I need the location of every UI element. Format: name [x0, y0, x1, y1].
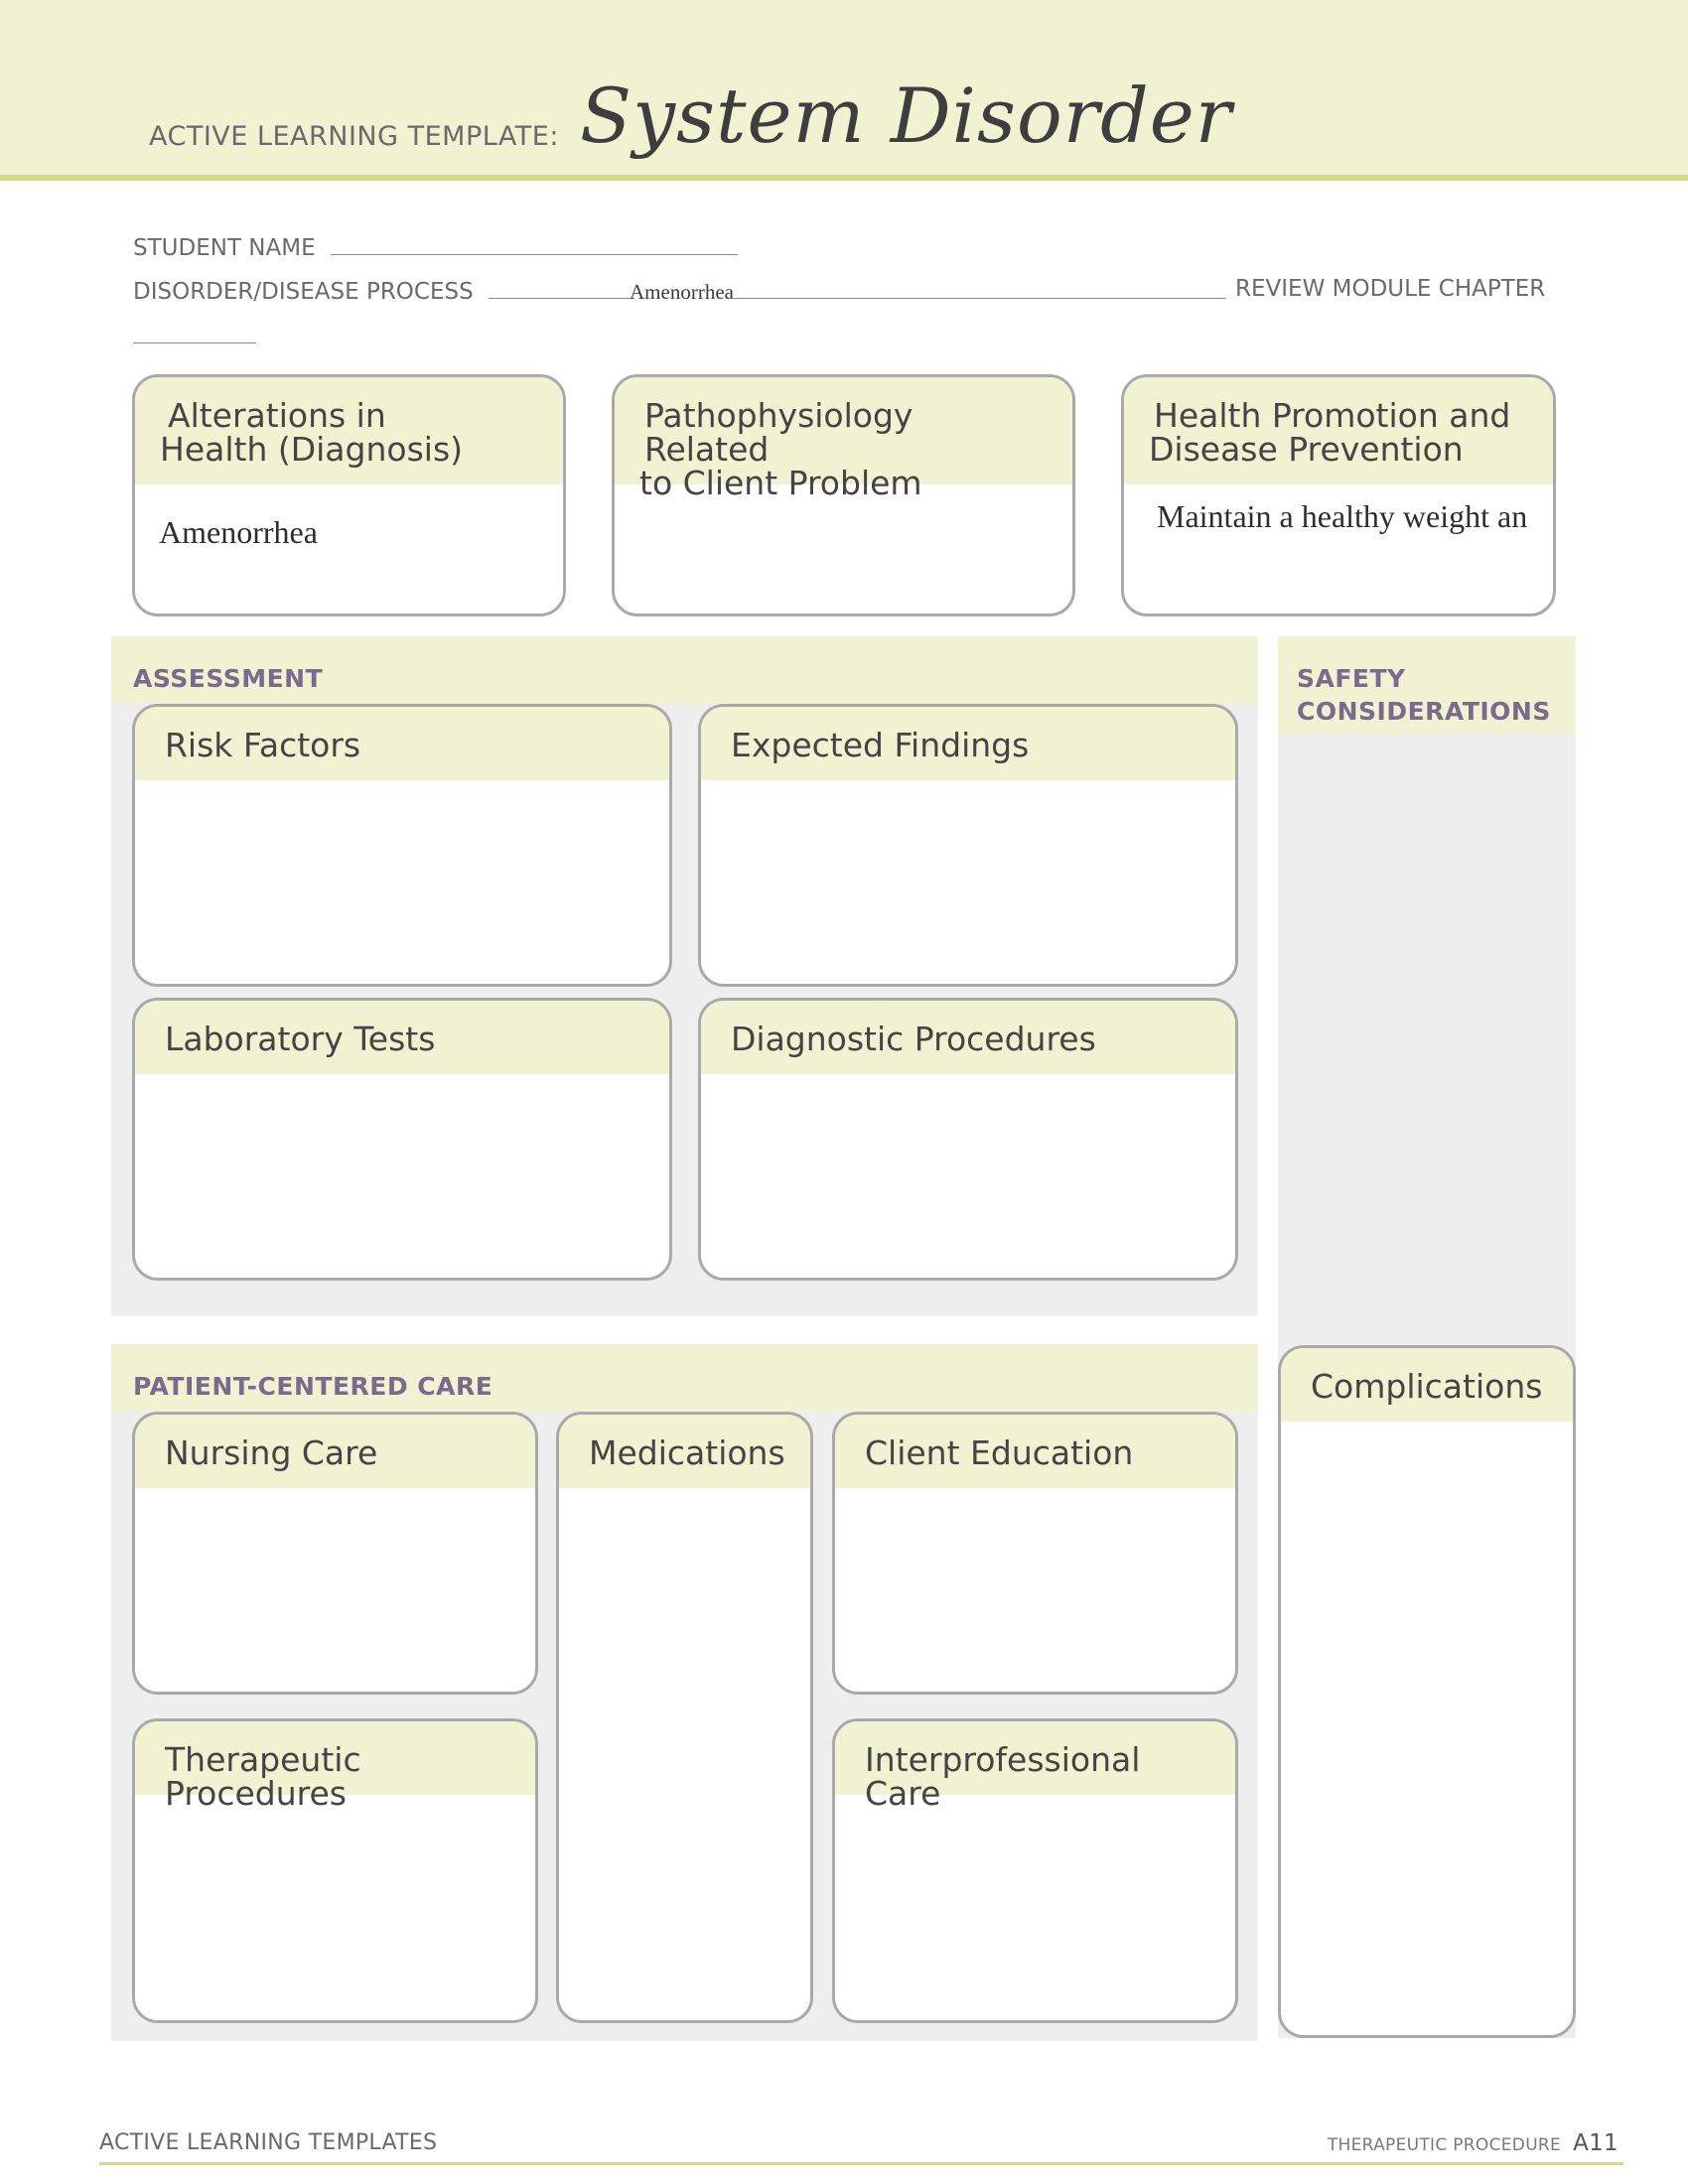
nursing-care-title: Nursing Care — [165, 1433, 378, 1472]
risk-factors-title: Risk Factors — [165, 726, 361, 764]
nursing-care-box[interactable] — [132, 1412, 538, 1695]
health-promotion-header — [1124, 377, 1553, 484]
footer-right — [1328, 2130, 1618, 2156]
template-title: System Disorder — [580, 71, 1233, 160]
footer-divider — [99, 2162, 1623, 2165]
nursing-care-header — [135, 1415, 535, 1488]
medications-header — [559, 1415, 810, 1488]
complications-box[interactable] — [1278, 1345, 1576, 2038]
safety-title-line1: SAFETY — [1297, 664, 1406, 693]
disorder-label: DISORDER/DISEASE PROCESS — [133, 279, 474, 305]
student-name-label: STUDENT NAME — [133, 235, 316, 261]
template-label: ACTIVE LEARNING TEMPLATE: — [149, 121, 559, 152]
footer-left-label: ACTIVE LEARNING TEMPLATES — [99, 2130, 438, 2155]
pathophysiology-box[interactable] — [612, 374, 1075, 616]
interprofessional-care-header — [835, 1721, 1235, 1813]
client-education-title: Client Education — [865, 1433, 1134, 1472]
therapeutic-procedures-header — [135, 1721, 535, 1813]
health-promotion-title-line2: Disease Prevention — [1149, 430, 1464, 469]
client-education-header — [835, 1415, 1235, 1488]
laboratory-tests-title: Laboratory Tests — [165, 1020, 436, 1058]
health-promotion-value[interactable]: Maintain a healthy weight an — [1157, 498, 1528, 534]
interprofessional-care-box[interactable] — [832, 1718, 1238, 2023]
diagnostic-procedures-title: Diagnostic Procedures — [731, 1020, 1096, 1058]
risk-factors-box[interactable] — [132, 704, 672, 987]
alterations-title-line2: Health (Diagnosis) — [160, 430, 464, 469]
disorder-field-trail — [734, 276, 1226, 299]
medications-box[interactable] — [556, 1412, 813, 2023]
alterations-value[interactable]: Amenorrhea — [159, 514, 318, 550]
therapeutic-procedures-title: Therapeutic Procedures — [165, 1740, 361, 1813]
alterations-title-line1: Alterations in — [168, 396, 386, 435]
patient-care-title: PATIENT-CENTERED CARE — [133, 1372, 493, 1401]
complications-header — [1281, 1348, 1573, 1422]
student-name-field[interactable] — [331, 232, 738, 255]
student-name-row — [133, 232, 738, 261]
medications-title: Medications — [589, 1433, 785, 1472]
alterations-header — [135, 377, 563, 484]
therapeutic-procedures-box[interactable] — [132, 1718, 538, 2023]
interprofessional-care-title: Interprofessional Care — [865, 1740, 1141, 1813]
review-module-label: REVIEW MODULE CHAPTER — [1235, 276, 1546, 302]
health-promotion-box[interactable] — [1121, 374, 1556, 616]
health-promotion-title-line1: Health Promotion and — [1154, 396, 1511, 435]
laboratory-tests-header — [135, 1001, 669, 1074]
disorder-value[interactable]: Amenorrhea — [630, 280, 734, 304]
laboratory-tests-box[interactable] — [132, 998, 672, 1281]
pathophysiology-title-line2: to Client Problem — [639, 464, 922, 502]
safety-title — [1297, 662, 1551, 728]
safety-title-line2: CONSIDERATIONS — [1297, 697, 1551, 726]
review-module-field[interactable] — [133, 323, 256, 343]
diagnostic-procedures-header — [701, 1001, 1235, 1074]
expected-findings-header — [701, 707, 1235, 780]
alterations-box[interactable] — [132, 374, 566, 616]
complications-title: Complications — [1311, 1367, 1543, 1406]
expected-findings-box[interactable] — [698, 704, 1238, 987]
footer-section-label: THERAPEUTIC PROCEDURE — [1327, 2135, 1562, 2155]
page-number: A11 — [1573, 2130, 1618, 2156]
diagnostic-procedures-box[interactable] — [698, 998, 1238, 1281]
client-education-box[interactable] — [832, 1412, 1238, 1695]
header-divider — [0, 175, 1688, 181]
pathophysiology-title-line1: Pathophysiology Related — [644, 396, 914, 469]
expected-findings-title: Expected Findings — [731, 726, 1030, 764]
disorder-field-lead — [489, 276, 630, 299]
assessment-title: ASSESSMENT — [133, 664, 324, 693]
pathophysiology-header — [615, 377, 1072, 502]
risk-factors-header — [135, 707, 669, 780]
disorder-row — [133, 276, 1226, 305]
